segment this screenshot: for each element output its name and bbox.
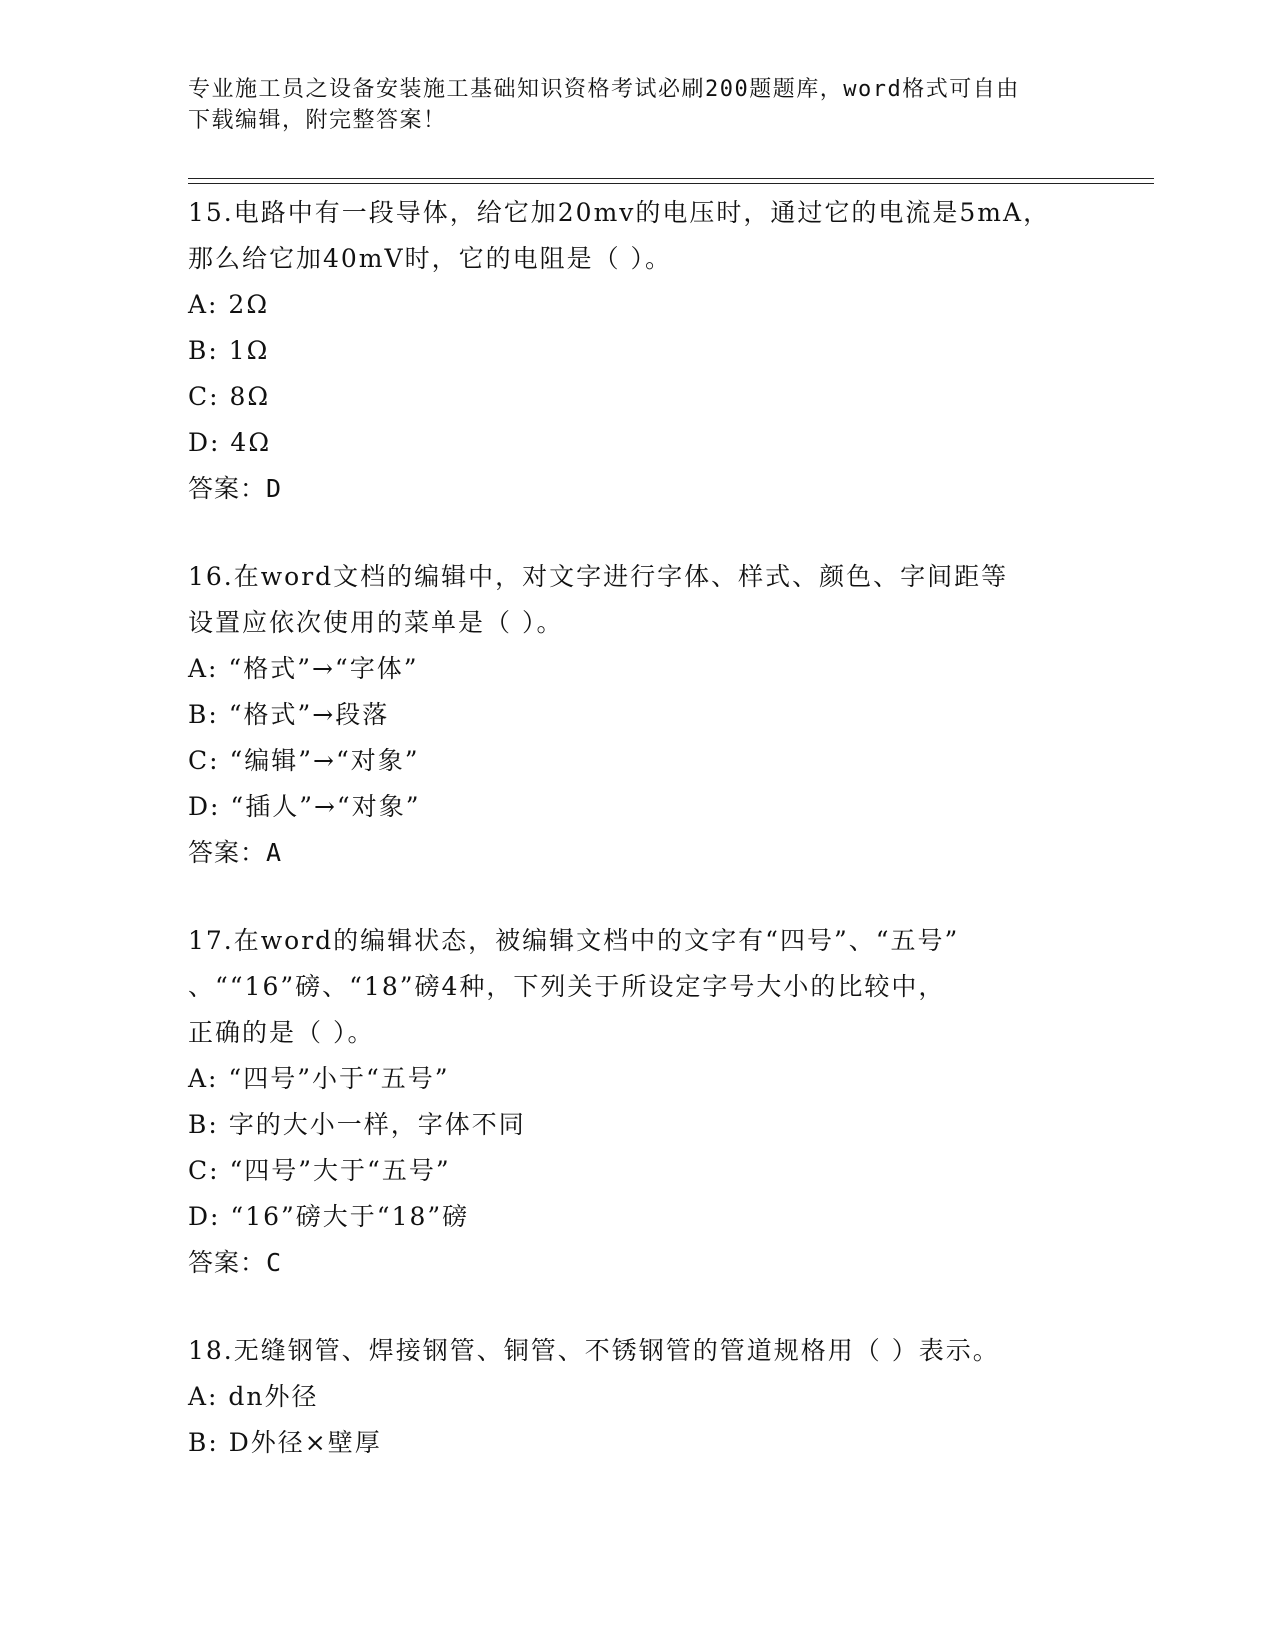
question-stem: 18.无缝钢管、焊接钢管、铜管、不锈钢管的管道规格用（ ）表示。 xyxy=(188,1336,1000,1365)
question-stem: 15.电路中有一段导体，给它加20mv的电压时，通过它的电流是5mA， xyxy=(188,198,1051,227)
question-stem: 正确的是（ ）。 xyxy=(188,1018,375,1047)
question-17 xyxy=(188,918,1088,1286)
header-line: 专业施工员之设备安装施工基础知识资格考试必刷200题题库，word格式可自由 xyxy=(188,77,1020,102)
option-d: D: “16”磅大于“18”磅 xyxy=(188,1202,470,1231)
option-a: A: 2Ω xyxy=(188,290,270,319)
question-18 xyxy=(188,1328,1088,1466)
option-b: B: “格式”→段落 xyxy=(188,700,390,729)
option-a: A: “格式”→“字体” xyxy=(188,654,419,683)
answer-label: 答案：C xyxy=(188,1248,283,1277)
answer-label: 答案：A xyxy=(188,838,283,867)
option-c: C: “编辑”→“对象” xyxy=(188,746,420,775)
question-stem: 17.在word的编辑状态，被编辑文档中的文字有“四号”、“五号” xyxy=(188,926,960,955)
question-list xyxy=(188,190,1088,1508)
option-b: B: 字的大小一样，字体不同 xyxy=(188,1110,526,1139)
header-line: 下载编辑，附完整答案！ xyxy=(188,108,447,133)
question-stem: 设置应依次使用的菜单是（ ）。 xyxy=(188,608,564,637)
option-b: B: D外径×壁厚 xyxy=(188,1428,382,1457)
question-16 xyxy=(188,554,1088,876)
option-d: D: “插人”→“对象” xyxy=(188,792,421,821)
option-a: A: “四号”小于“五号” xyxy=(188,1064,450,1093)
option-b: B: 1Ω xyxy=(188,336,270,365)
answer-label: 答案：D xyxy=(188,474,283,503)
option-a: A: dn外径 xyxy=(188,1382,319,1411)
option-c: C: 8Ω xyxy=(188,382,271,411)
header-divider-bottom xyxy=(188,183,1154,184)
question-stem: 那么给它加40mV时，它的电阻是（ ）。 xyxy=(188,244,673,273)
question-15 xyxy=(188,190,1088,512)
header-divider-top xyxy=(188,178,1154,179)
option-c: C: “四号”大于“五号” xyxy=(188,1156,451,1185)
question-stem: 、““16”磅、“18”磅4种，下列关于所设定字号大小的比较中， xyxy=(188,972,946,1001)
option-d: D: 4Ω xyxy=(188,428,272,457)
question-stem: 16.在word文档的编辑中，对文字进行字体、样式、颜色、字间距等 xyxy=(188,562,1009,591)
document-header xyxy=(188,74,1088,136)
